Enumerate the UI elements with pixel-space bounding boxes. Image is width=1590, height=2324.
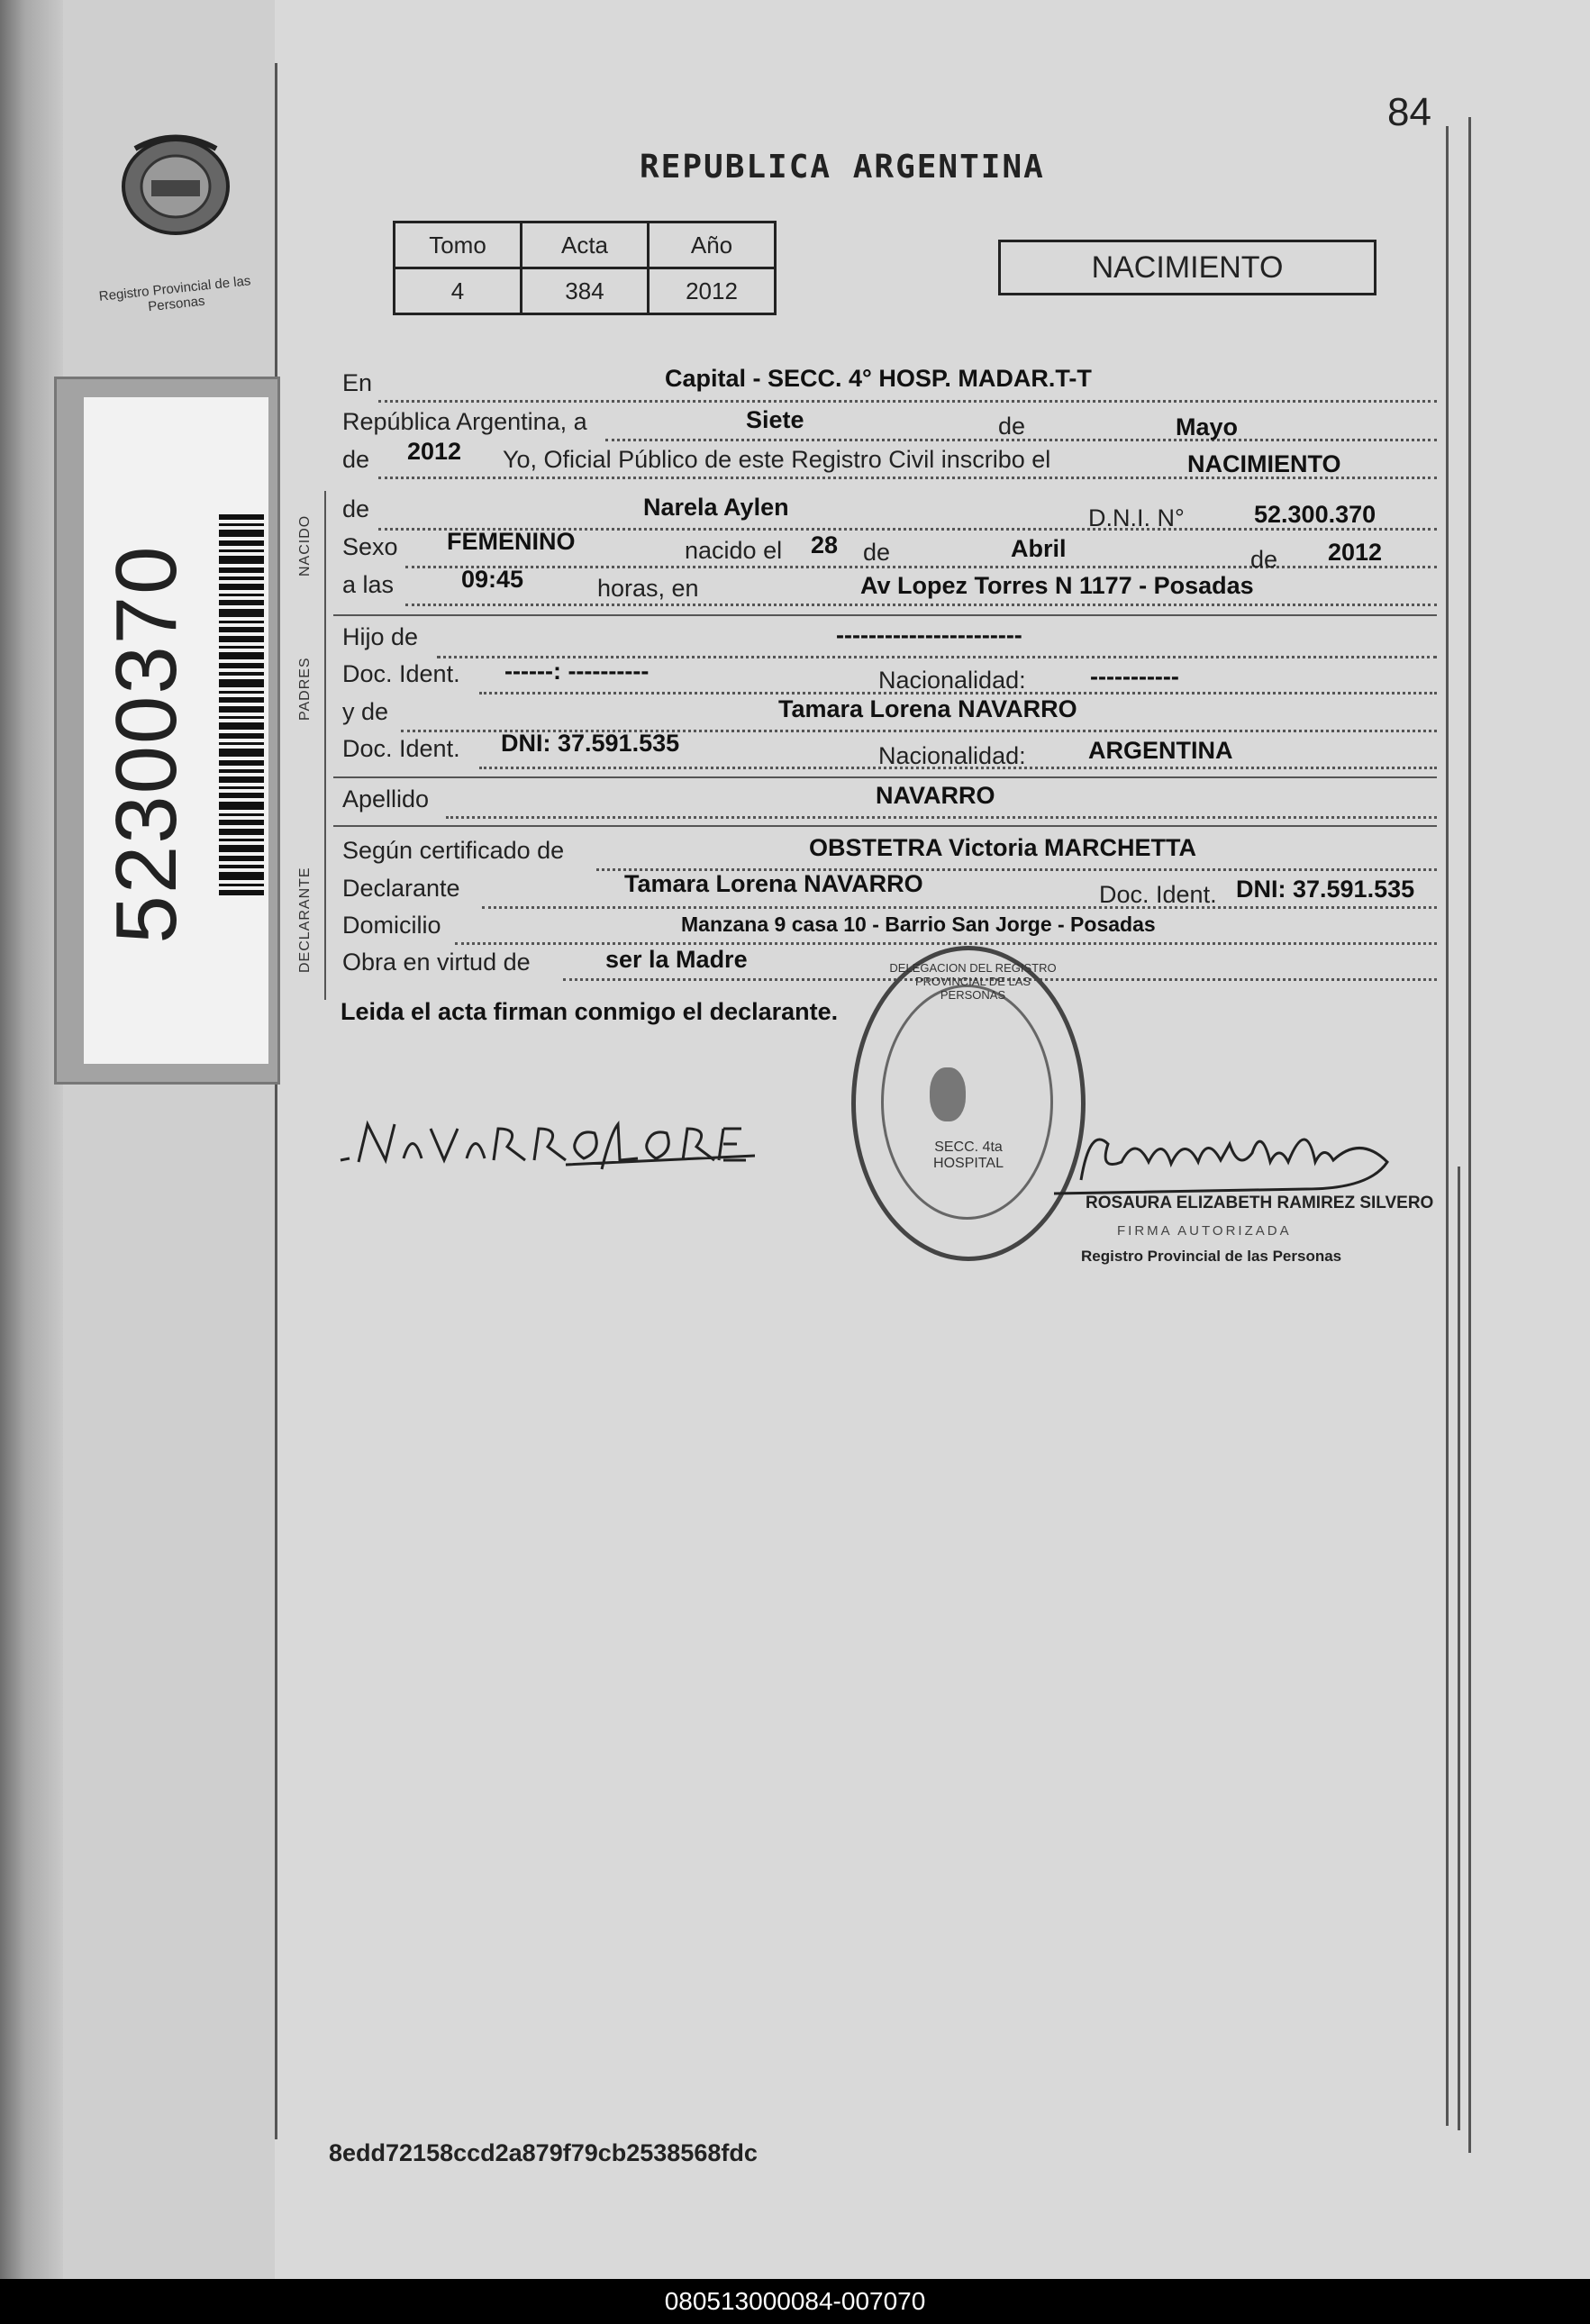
- domicilio-value: Manzana 9 casa 10 - Barrio San Jorge - Posadas: [681, 912, 1156, 936]
- left-frame-line: [275, 63, 277, 2139]
- section-rule: [333, 825, 1437, 827]
- dotted-line: [455, 942, 1437, 945]
- anio-value: 2012: [649, 268, 776, 314]
- stamp-inner-ring: [881, 985, 1053, 1220]
- doc1-label: Doc. Ident.: [342, 660, 460, 687]
- volume-table: [393, 221, 777, 315]
- dotted-line: [405, 604, 1437, 606]
- barcode-label: [54, 377, 280, 1085]
- barcode-bars: [219, 514, 264, 965]
- document-title: REPUBLICA ARGENTINA: [640, 149, 1045, 186]
- official-registro: Registro Provincial de las Personas: [1081, 1248, 1342, 1265]
- footer-code: 080513000084-007070: [0, 2279, 1590, 2324]
- dia-value: Siete: [746, 406, 804, 433]
- section-rule: [333, 776, 1437, 778]
- nac2-label: Nacionalidad:: [878, 742, 1026, 769]
- logo-caption: Registro Provincial de las Personas: [98, 273, 252, 315]
- mes-value: Mayo: [1176, 413, 1239, 440]
- hora-value: 09:45: [461, 566, 524, 593]
- anio-header: Año: [649, 222, 776, 268]
- nacido-label: nacido el: [685, 537, 783, 564]
- dotted-line: [405, 566, 1437, 568]
- coat-of-arms-icon: [930, 1067, 966, 1121]
- yde-label: y de: [342, 698, 389, 725]
- doc1-value: ------: ----------: [504, 658, 650, 685]
- en-label: En: [342, 369, 373, 396]
- anio-acta-value: 2012: [407, 438, 462, 465]
- tomo-header: Tomo: [395, 222, 522, 268]
- closing-text: Leida el acta firman conmigo el declarante.: [341, 998, 839, 1025]
- alas-label: a las: [342, 571, 395, 598]
- outer-right-line: [1468, 117, 1471, 2153]
- right-frame-line: [1446, 126, 1449, 2126]
- yo-text: Yo, Oficial Público de este Registro Civil inscribo el: [503, 446, 1051, 473]
- official-name: ROSAURA ELIZABETH RAMIREZ SILVERO: [1086, 1194, 1434, 1212]
- doc2-value: DNI: 37.591.535: [501, 730, 680, 757]
- certificado-value: OBSTETRA Victoria MARCHETTA: [809, 834, 1197, 861]
- declarante-value: Tamara Lorena NAVARRO: [624, 870, 923, 897]
- book-binding: [0, 0, 63, 2279]
- nac1-label: Nacionalidad:: [878, 667, 1026, 694]
- nacido-de-label: de: [863, 539, 891, 566]
- stamp-outer-text: DELEGACION DEL REGISTRO PROVINCIAL DE LAS PERSONAS: [889, 961, 1057, 1002]
- lugar-value: Av Lopez Torres N 1177 - Posadas: [860, 572, 1254, 599]
- declarante-doc-value: DNI: 37.591.535: [1236, 876, 1415, 903]
- de-label: de: [998, 413, 1026, 440]
- nombre-value: Narela Aylen: [643, 494, 789, 521]
- declarante-signature: [332, 1106, 755, 1178]
- horas-label: horas, en: [597, 575, 699, 602]
- dotted-line: [446, 816, 1437, 819]
- sexo-label: Sexo: [342, 533, 398, 560]
- barcode-number: 52300370: [98, 544, 195, 944]
- official-signature: [1036, 1108, 1414, 1207]
- official-stamp: [851, 946, 1086, 1261]
- nac1-value: -----------: [1090, 663, 1179, 690]
- section-divider: [324, 491, 326, 1000]
- left-margin: [63, 0, 275, 2279]
- nacido-anio-value: 2012: [1328, 539, 1383, 566]
- declarante-doc-label: Doc. Ident.: [1099, 881, 1217, 908]
- tomo-value: 4: [395, 268, 522, 314]
- provincial-seal-icon: [108, 131, 243, 239]
- hijo-value: -----------------------: [836, 622, 1022, 649]
- acta-type-box: NACIMIENTO: [998, 240, 1376, 295]
- republica-label: República Argentina, a: [342, 408, 587, 435]
- acta-header: Acta: [522, 222, 649, 268]
- inscribo-value: NACIMIENTO: [1187, 450, 1341, 477]
- nacido-dia-value: 28: [811, 531, 839, 558]
- dni-label: D.N.I. N°: [1088, 504, 1185, 531]
- page-number: 84: [1387, 90, 1431, 134]
- declarante-section-label: DECLARANTE: [297, 867, 313, 973]
- doc2-label: Doc. Ident.: [342, 735, 460, 762]
- hijo-label: Hijo de: [342, 623, 419, 650]
- certificado-label: Según certificado de: [342, 837, 565, 864]
- section-rule: [333, 614, 1437, 616]
- de-nombre-label: de: [342, 495, 370, 522]
- stamp-inner-text: SECC. 4ta HOSPITAL: [933, 1139, 1004, 1171]
- nacido-mes-value: Abril: [1011, 535, 1067, 562]
- obra-label: Obra en virtud de: [342, 949, 531, 976]
- official-firma: FIRMA AUTORIZADA: [1117, 1223, 1292, 1239]
- barcode-sticker: [84, 397, 268, 1064]
- acta-value: 384: [522, 268, 649, 314]
- nacido-de2-label: de: [1250, 546, 1278, 573]
- inner-right-line: [1458, 1167, 1460, 2130]
- apellido-label: Apellido: [342, 785, 430, 812]
- apellido-value: NAVARRO: [876, 782, 995, 809]
- dotted-line: [482, 906, 1437, 909]
- document-hash: 8edd72158ccd2a879f79cb2538568fdc: [329, 2139, 758, 2166]
- dotted-line: [378, 400, 1437, 403]
- padres-section-label: PADRES: [297, 657, 313, 721]
- domicilio-label: Domicilio: [342, 912, 441, 939]
- madre-value: Tamara Lorena NAVARRO: [778, 695, 1077, 722]
- declarante-label: Declarante: [342, 875, 460, 902]
- nac2-value: ARGENTINA: [1088, 737, 1233, 764]
- nacido-section-label: NACIDO: [297, 514, 313, 576]
- en-value: Capital - SECC. 4° HOSP. MADAR.T-T: [665, 365, 1092, 392]
- sexo-value: FEMENINO: [447, 528, 576, 555]
- obra-value: ser la Madre: [605, 946, 748, 973]
- dni-value: 52.300.370: [1254, 501, 1376, 528]
- de-year-label: de: [342, 446, 370, 473]
